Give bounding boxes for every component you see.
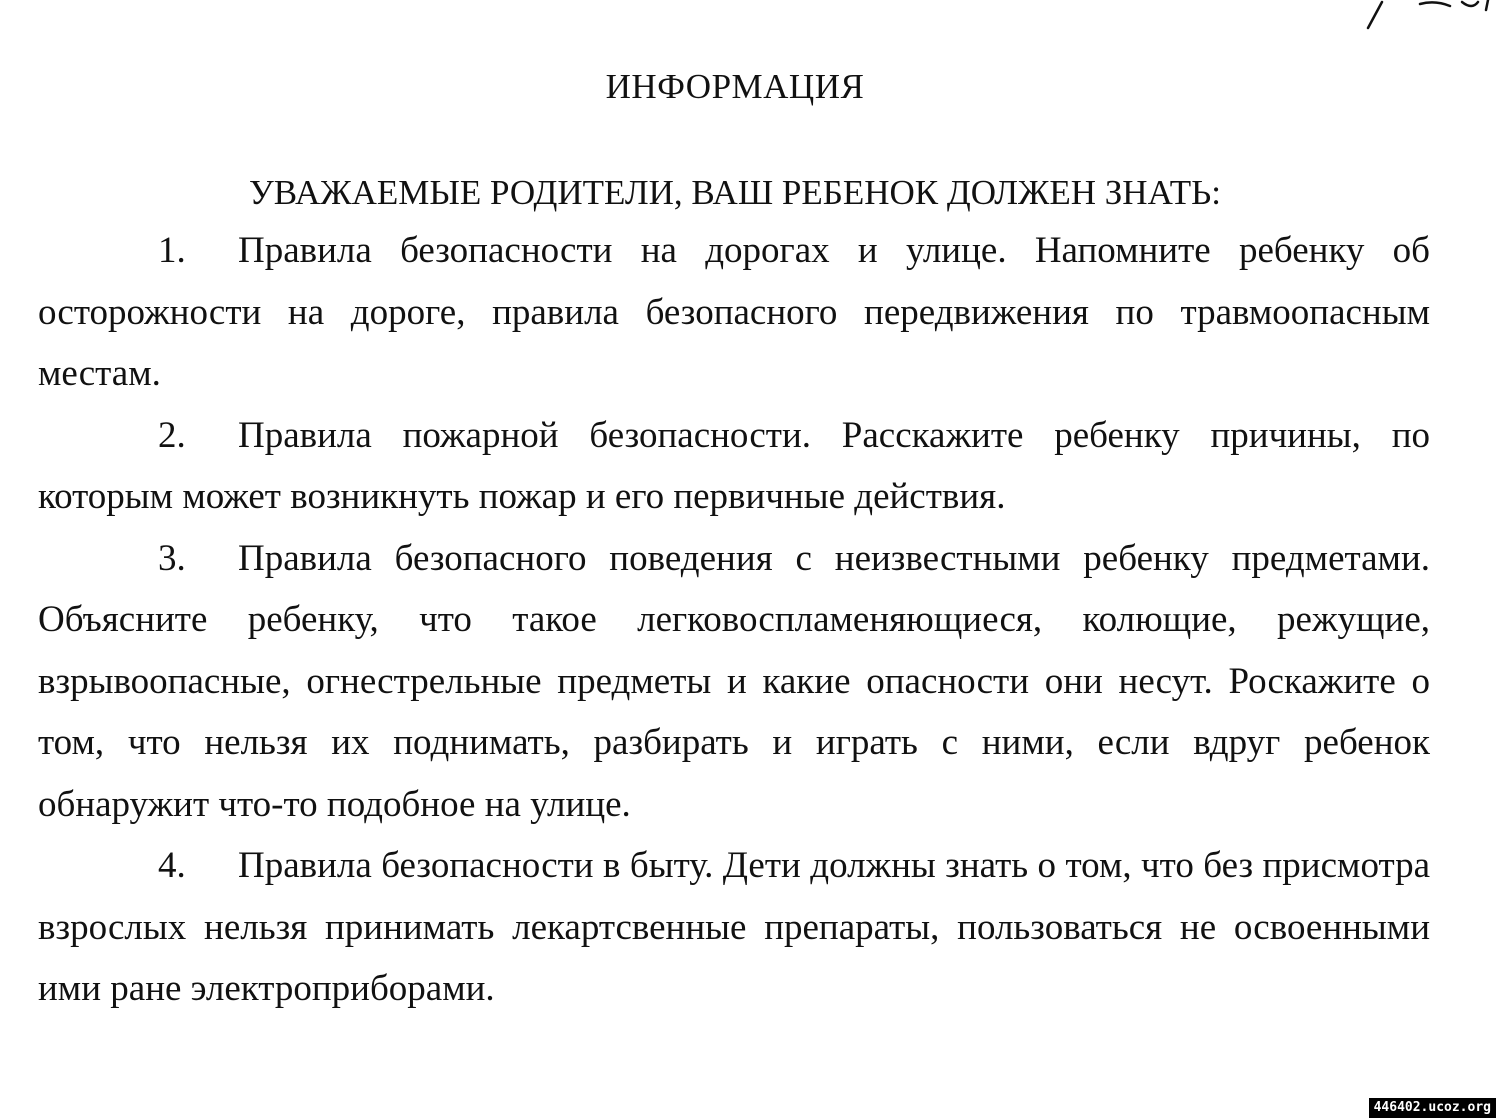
list-item [38, 405, 1430, 528]
list-item [38, 528, 1430, 836]
list-item [38, 835, 1430, 1020]
document-title: ИНФОРМАЦИЯ [605, 67, 865, 106]
item-number: 2. [158, 414, 186, 456]
document-body [38, 220, 1430, 1020]
item-text: Правила пожарной безопасности. Расскажите ребенку причины, по которым может возникнуть пожар и его первичные действия. [38, 414, 1430, 517]
list-item [38, 220, 1430, 405]
item-text: Правила безопасности на дорогах и улице. Напомните ребенку об осторожности на дороге, правила безопасного передвижения по травмоопасным местам. [38, 230, 1430, 394]
item-number: 1. [158, 230, 186, 271]
item-text: Правила безопасности в быту. Дети должны знать о том, что без присмотра взрослых нельзя принимать лекартсвенные препараты, пользоваться не освоенными ими ране электроприборами. [38, 845, 1430, 1009]
item-number: 3. [158, 537, 186, 579]
item-text: Правила безопасного поведения с неизвестными ребенку предметами. Объясните ребенку, что такое легковоспламеняющиеся, колющие, режущие, взрывоопасные, огнестрельные предметы и какие опасности они несут. Роскажите о том, что нельзя их поднимать, разбирать и играть с ними, если вдруг ребенок обнаружит что-то подобное на улице. [38, 537, 1430, 825]
document-subtitle: УВАЖАЕМЫЕ РОДИТЕЛИ, ВАШ РЕБЕНОК ДОЛЖЕН ЗНАТЬ: [249, 173, 1221, 212]
handwritten-mark [1360, 0, 1500, 30]
site-watermark: 446402.ucoz.org [1369, 1098, 1496, 1118]
item-number: 4. [158, 845, 186, 886]
